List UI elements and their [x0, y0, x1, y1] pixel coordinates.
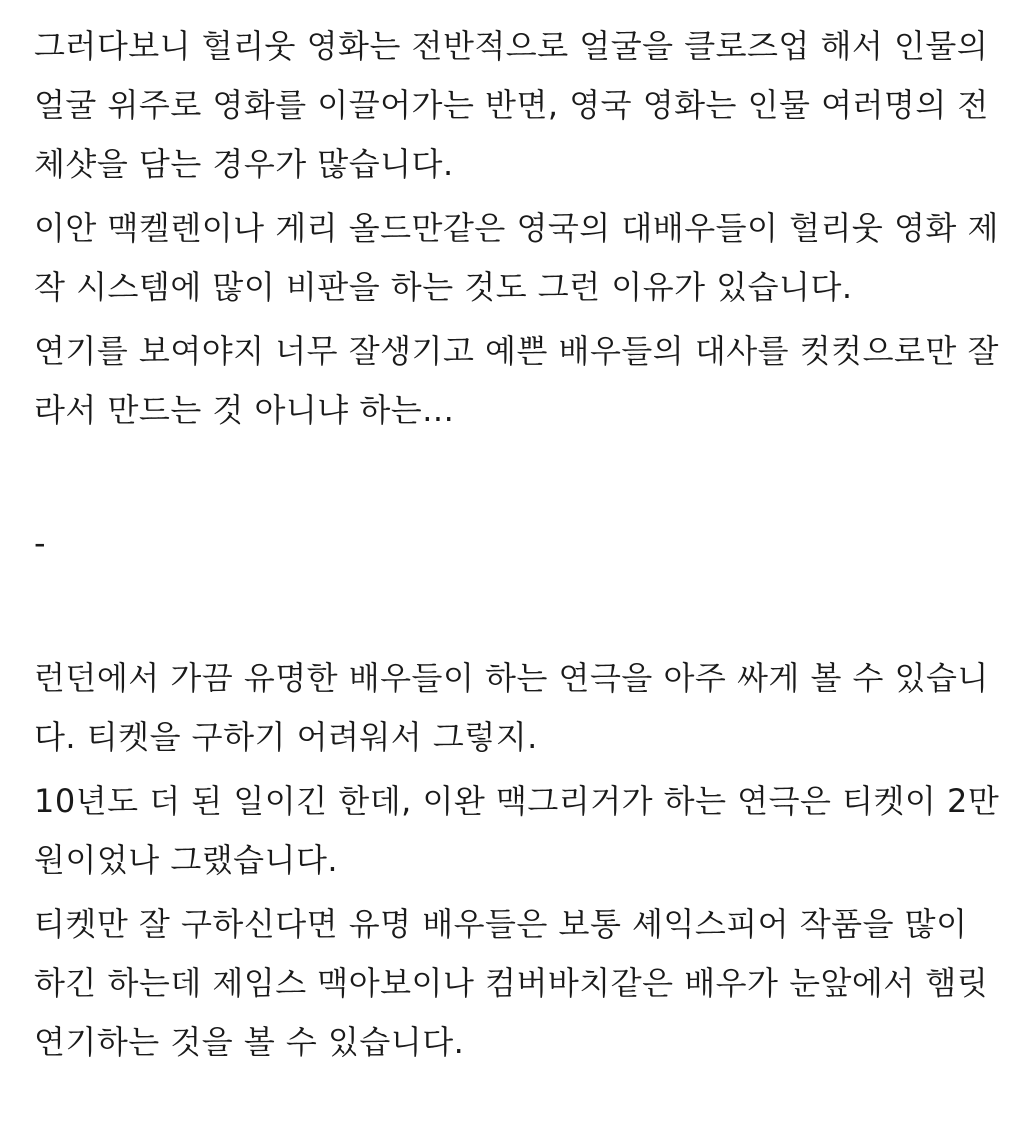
paragraph-6-line-2: 원이었나 그랬습니다. — [34, 841, 339, 879]
paragraph-5-line-2: 다. 티켓을 구하기 어려워서 그렇지. — [34, 718, 538, 756]
paragraph-3-line-1: 연기를 보여야지 너무 잘생기고 예쁜 배우들의 대사를 컷컷으로만 잘 — [34, 332, 999, 370]
paragraph-2-line-2: 작 시스템에 많이 비판을 하는 것도 그런 이유가 있습니다. — [34, 268, 853, 306]
paragraph-1-line-1: 그러다보니 헐리웃 영화는 전반적으로 얼굴을 클로즈업 해서 인물의 — [34, 27, 989, 65]
paragraph-7-line-2: 하긴 하는데 제임스 맥아보이나 컴버바치같은 배우가 눈앞에서 햄릿 — [34, 964, 989, 1002]
paragraph-3-line-2: 라서 만드는 것 아니냐 하는... — [34, 391, 455, 429]
paragraph-1-line-2: 얼굴 위주로 영화를 이끌어가는 반면, 영국 영화는 인물 여러명의 전 — [34, 86, 989, 124]
paragraph-7-line-3: 연기하는 것을 볼 수 있습니다. — [34, 1023, 465, 1061]
paragraph-6-line-1: 10년도 더 된 일이긴 한데, 이완 맥그리거가 하는 연극은 티켓이 2만 — [34, 782, 1000, 820]
paragraph-2-line-1: 이안 맥켈렌이나 게리 올드만같은 영국의 대배우들이 헐리웃 영화 제 — [34, 209, 999, 247]
paragraph-5-line-1: 런던에서 가끔 유명한 배우들이 하는 연극을 아주 싸게 볼 수 있습니 — [34, 659, 989, 697]
paragraph-1-line-3: 체샷을 담는 경우가 많습니다. — [34, 145, 454, 183]
section-separator: - — [34, 524, 47, 562]
paragraph-7-line-1: 티켓만 잘 구하신다면 유명 배우들은 보통 셰익스피어 작품을 많이 — [34, 905, 968, 943]
